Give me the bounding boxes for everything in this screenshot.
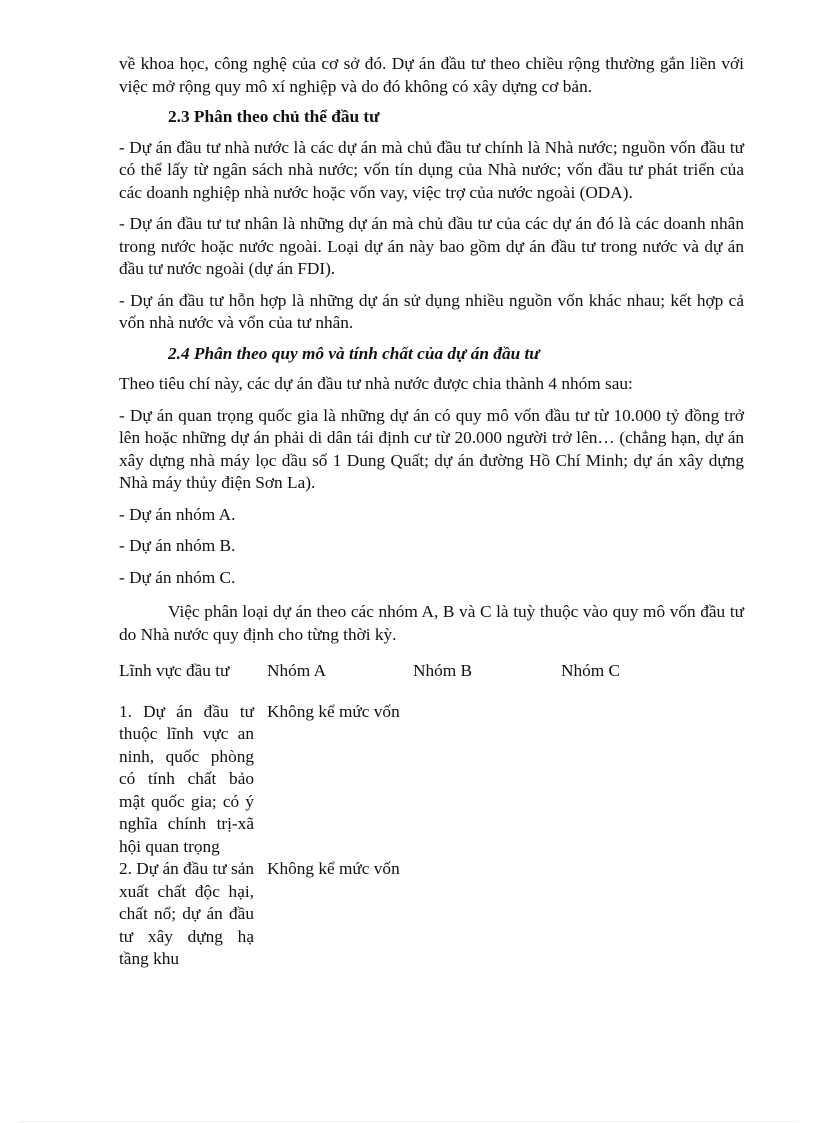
paragraph-private-investment: - Dự án đầu tư tư nhân là những dự án mà chủ đầu tư của các dự án đó là các doanh nhân trong nước hoặc nước ngoài. Loại dự án này bao gồm dự án đầu tư trong nước và dự án đầu tư nước ngoài (dự án FDI). — [119, 214, 744, 278]
table-header-group-a: Nhóm A — [267, 661, 327, 680]
table-header-group-b: Nhóm B — [413, 661, 473, 680]
table-cell-group-a: Không kể mức vốn — [267, 701, 400, 721]
list-item-group-c: - Dự án nhóm C. — [119, 567, 236, 587]
paragraph-national-projects: - Dự án quan trọng quốc gia là những dự án có quy mô vốn đầu tư từ 10.000 tỷ đồng trở lên hoặc những dự án phải di dân tái định cư từ 20.000 người trở lên… (chẳng hạn, dự án xây dựng nhà máy lọc dầu số 1 Dung Quất; dự án đường Hồ Chí Minh; dự án xây dựng Nhà máy thủy điện Sơn La). — [119, 405, 744, 492]
table-cell-group-c — [561, 701, 744, 859]
paragraph-classification: Việc phân loại dự án theo các nhóm A, B và C là tuỳ thuộc vào quy mô vốn đầu tư do Nhà nước quy định cho từng thời kỳ. — [119, 602, 744, 644]
paragraph-intro: về khoa học, công nghệ của cơ sở đó. Dự án đầu tư theo chiều rộng thường gắn liền với việc mở rộng quy mô xí nghiệp và do đó không có xây dựng cơ bản. — [119, 54, 744, 96]
investment-group-table — [119, 660, 744, 971]
paragraph-mixed-investment: - Dự án đầu tư hỗn hợp là những dự án sử dụng nhiều nguồn vốn khác nhau; kết hợp cả vốn nhà nước và vốn của tư nhân. — [119, 290, 744, 332]
table-cell-group-b — [413, 858, 561, 971]
page-bottom-divider — [20, 1121, 796, 1122]
table-cell-group-c — [561, 858, 744, 971]
table-row — [119, 858, 744, 971]
table-header-group-c: Nhóm C — [561, 661, 621, 680]
section-heading-2-3: 2.3 Phân theo chủ thể đầu tư — [168, 107, 380, 126]
table-cell-group-a: Không kể mức vốn — [267, 859, 400, 878]
document-page — [119, 53, 744, 971]
section-heading-2-4: 2.4 Phân theo quy mô và tính chất của dự án đầu tư — [168, 343, 540, 363]
table-row — [119, 701, 744, 859]
table-header-field: Lĩnh vực đầu tư — [119, 661, 230, 680]
list-item-group-b: - Dự án nhóm B. — [119, 536, 236, 555]
table-cell-field: 1. Dự án đầu tư thuộc lĩnh vực an ninh, quốc phòng có tính chất bảo mật quốc gia; có ý nghĩa chính trị-xã hội quan trọng — [119, 701, 254, 856]
table-cell-field: 2. Dự án đầu tư sản xuất chất độc hại, chất nổ; dự án đầu tư xây dựng hạ tầng khu — [119, 859, 254, 968]
table-header-row — [119, 660, 744, 701]
list-item-group-a: - Dự án nhóm A. — [119, 504, 236, 524]
table-cell-group-b — [413, 701, 561, 859]
paragraph-criteria: Theo tiêu chí này, các dự án đầu tư nhà nước được chia thành 4 nhóm sau: — [119, 374, 633, 393]
paragraph-state-investment: - Dự án đầu tư nhà nước là các dự án mà chủ đầu tư chính là Nhà nước; nguồn vốn đầu tư có thể lấy từ ngân sách nhà nước; vốn tín dụng của Nhà nước; vốn đầu tư phát triển của các doanh nghiệp nhà nước hoặc vốn vay, việc trợ của nước ngoài (ODA). — [119, 137, 744, 202]
